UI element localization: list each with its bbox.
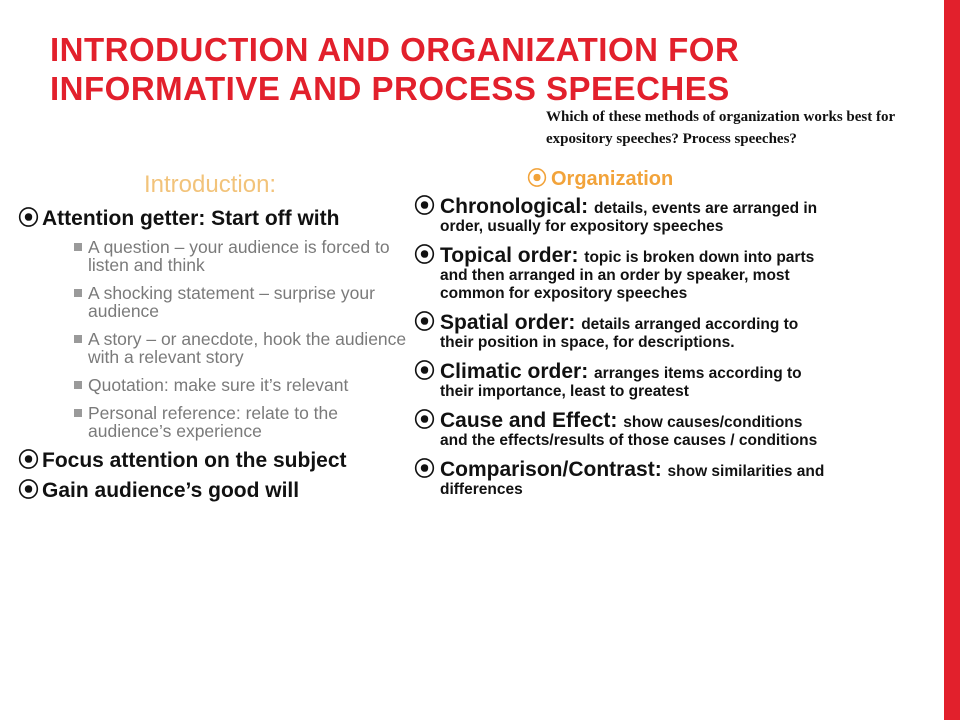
bullet-icon: ⦿ <box>414 458 435 481</box>
introduction-heading: Introduction: <box>144 171 277 198</box>
sublist-item <box>42 376 408 394</box>
organization-term: Climatic order <box>440 360 582 383</box>
organization-desc: show causes/conditions and the effects/results of those causes / conditions <box>440 414 818 449</box>
bullet-icon: ⦿ <box>414 195 435 218</box>
sublist-item <box>42 330 408 366</box>
list-item: ⦿ Cause and Effect: show causes/conditions and the effects/results of those causes / conditions <box>414 409 818 449</box>
bullet-icon: ⦿ <box>18 479 39 502</box>
list-item <box>18 450 408 472</box>
square-bullet-icon <box>74 243 82 251</box>
organization-desc: show similarities and differences <box>440 463 825 498</box>
bullet-icon: ⦿ <box>18 207 39 230</box>
square-bullet-icon <box>74 409 82 417</box>
introduction-list <box>18 208 408 510</box>
organization-heading <box>527 162 673 191</box>
list-item-text: Attention getter: Start off with <box>42 207 340 230</box>
sublist-item-text: Personal reference: relate to the audience’s experience <box>88 403 339 441</box>
square-bullet-icon <box>74 289 82 297</box>
organization-heading-label: Organization <box>551 168 674 190</box>
bullet-icon: ⦿ <box>18 449 39 472</box>
accent-bar <box>944 0 960 720</box>
list-item <box>18 480 408 502</box>
organization-desc: details arranged according to their position in space, for descriptions. <box>440 316 799 351</box>
organization-term: Chronological <box>440 195 582 218</box>
organization-term: Spatial order <box>440 311 569 334</box>
slide-title: INTRODUCTION AND ORGANIZATION FOR INFORMATIVE AND PROCESS SPEECHES <box>50 31 740 107</box>
sublist-item <box>42 404 408 440</box>
side-note: Which of these methods of organization works best for expository speeches? Process speeches? <box>546 109 895 147</box>
list-item-text: Focus attention on the subject <box>42 449 347 472</box>
sublist-item <box>42 284 408 320</box>
sublist-item-text: A story – or anecdote, hook the audience with a relevant story <box>88 329 407 367</box>
list-item: ⦿ Chronological: details, events are arranged in order, usually for expository speeches <box>414 195 818 235</box>
list-item: ⦿ Climatic order: arranges items according to their importance, least to greatest <box>414 360 802 400</box>
sublist-item-text: Quotation: make sure it’s relevant <box>88 375 349 395</box>
bullet-icon: ⦿ <box>414 311 435 334</box>
sublist-item-text: A shocking statement – surprise your audience <box>88 283 375 321</box>
organization-list <box>414 196 829 508</box>
bullet-icon: ⦿ <box>414 409 435 432</box>
organization-term: Cause and Effect <box>440 409 611 432</box>
organization-term: Topical order <box>440 244 572 267</box>
square-bullet-icon <box>74 381 82 389</box>
list-item: ⦿ Topical order: topic is broken down into parts and then arranged in an order by speaker, most common for expository speeches <box>414 244 815 302</box>
bullet-icon: ⦿ <box>414 244 435 267</box>
organization-desc: arranges items according to their importance, least to greatest <box>440 365 802 400</box>
list-item: ⦿ Comparison/Contrast: show similarities and differences <box>414 458 825 498</box>
bullet-icon: ⦿ <box>414 360 435 383</box>
list-item-text: Gain audience’s good will <box>42 479 300 502</box>
organization-desc: details, events are arranged in order, usually for expository speeches <box>440 200 818 235</box>
sublist-item <box>42 238 408 274</box>
bullet-icon: ⦿ <box>527 168 547 190</box>
sublist-item-text: A question – your audience is forced to listen and think <box>88 237 390 275</box>
list-item: ⦿ Spatial order: details arranged according to their position in space, for descriptions. <box>414 311 799 351</box>
organization-term: Comparison/Contrast <box>440 458 655 481</box>
list-item <box>18 208 408 440</box>
sublist <box>42 238 408 440</box>
organization-desc: topic is broken down into parts and then arranged in an order by speaker, most common for expository speeches <box>440 249 815 302</box>
square-bullet-icon <box>74 335 82 343</box>
